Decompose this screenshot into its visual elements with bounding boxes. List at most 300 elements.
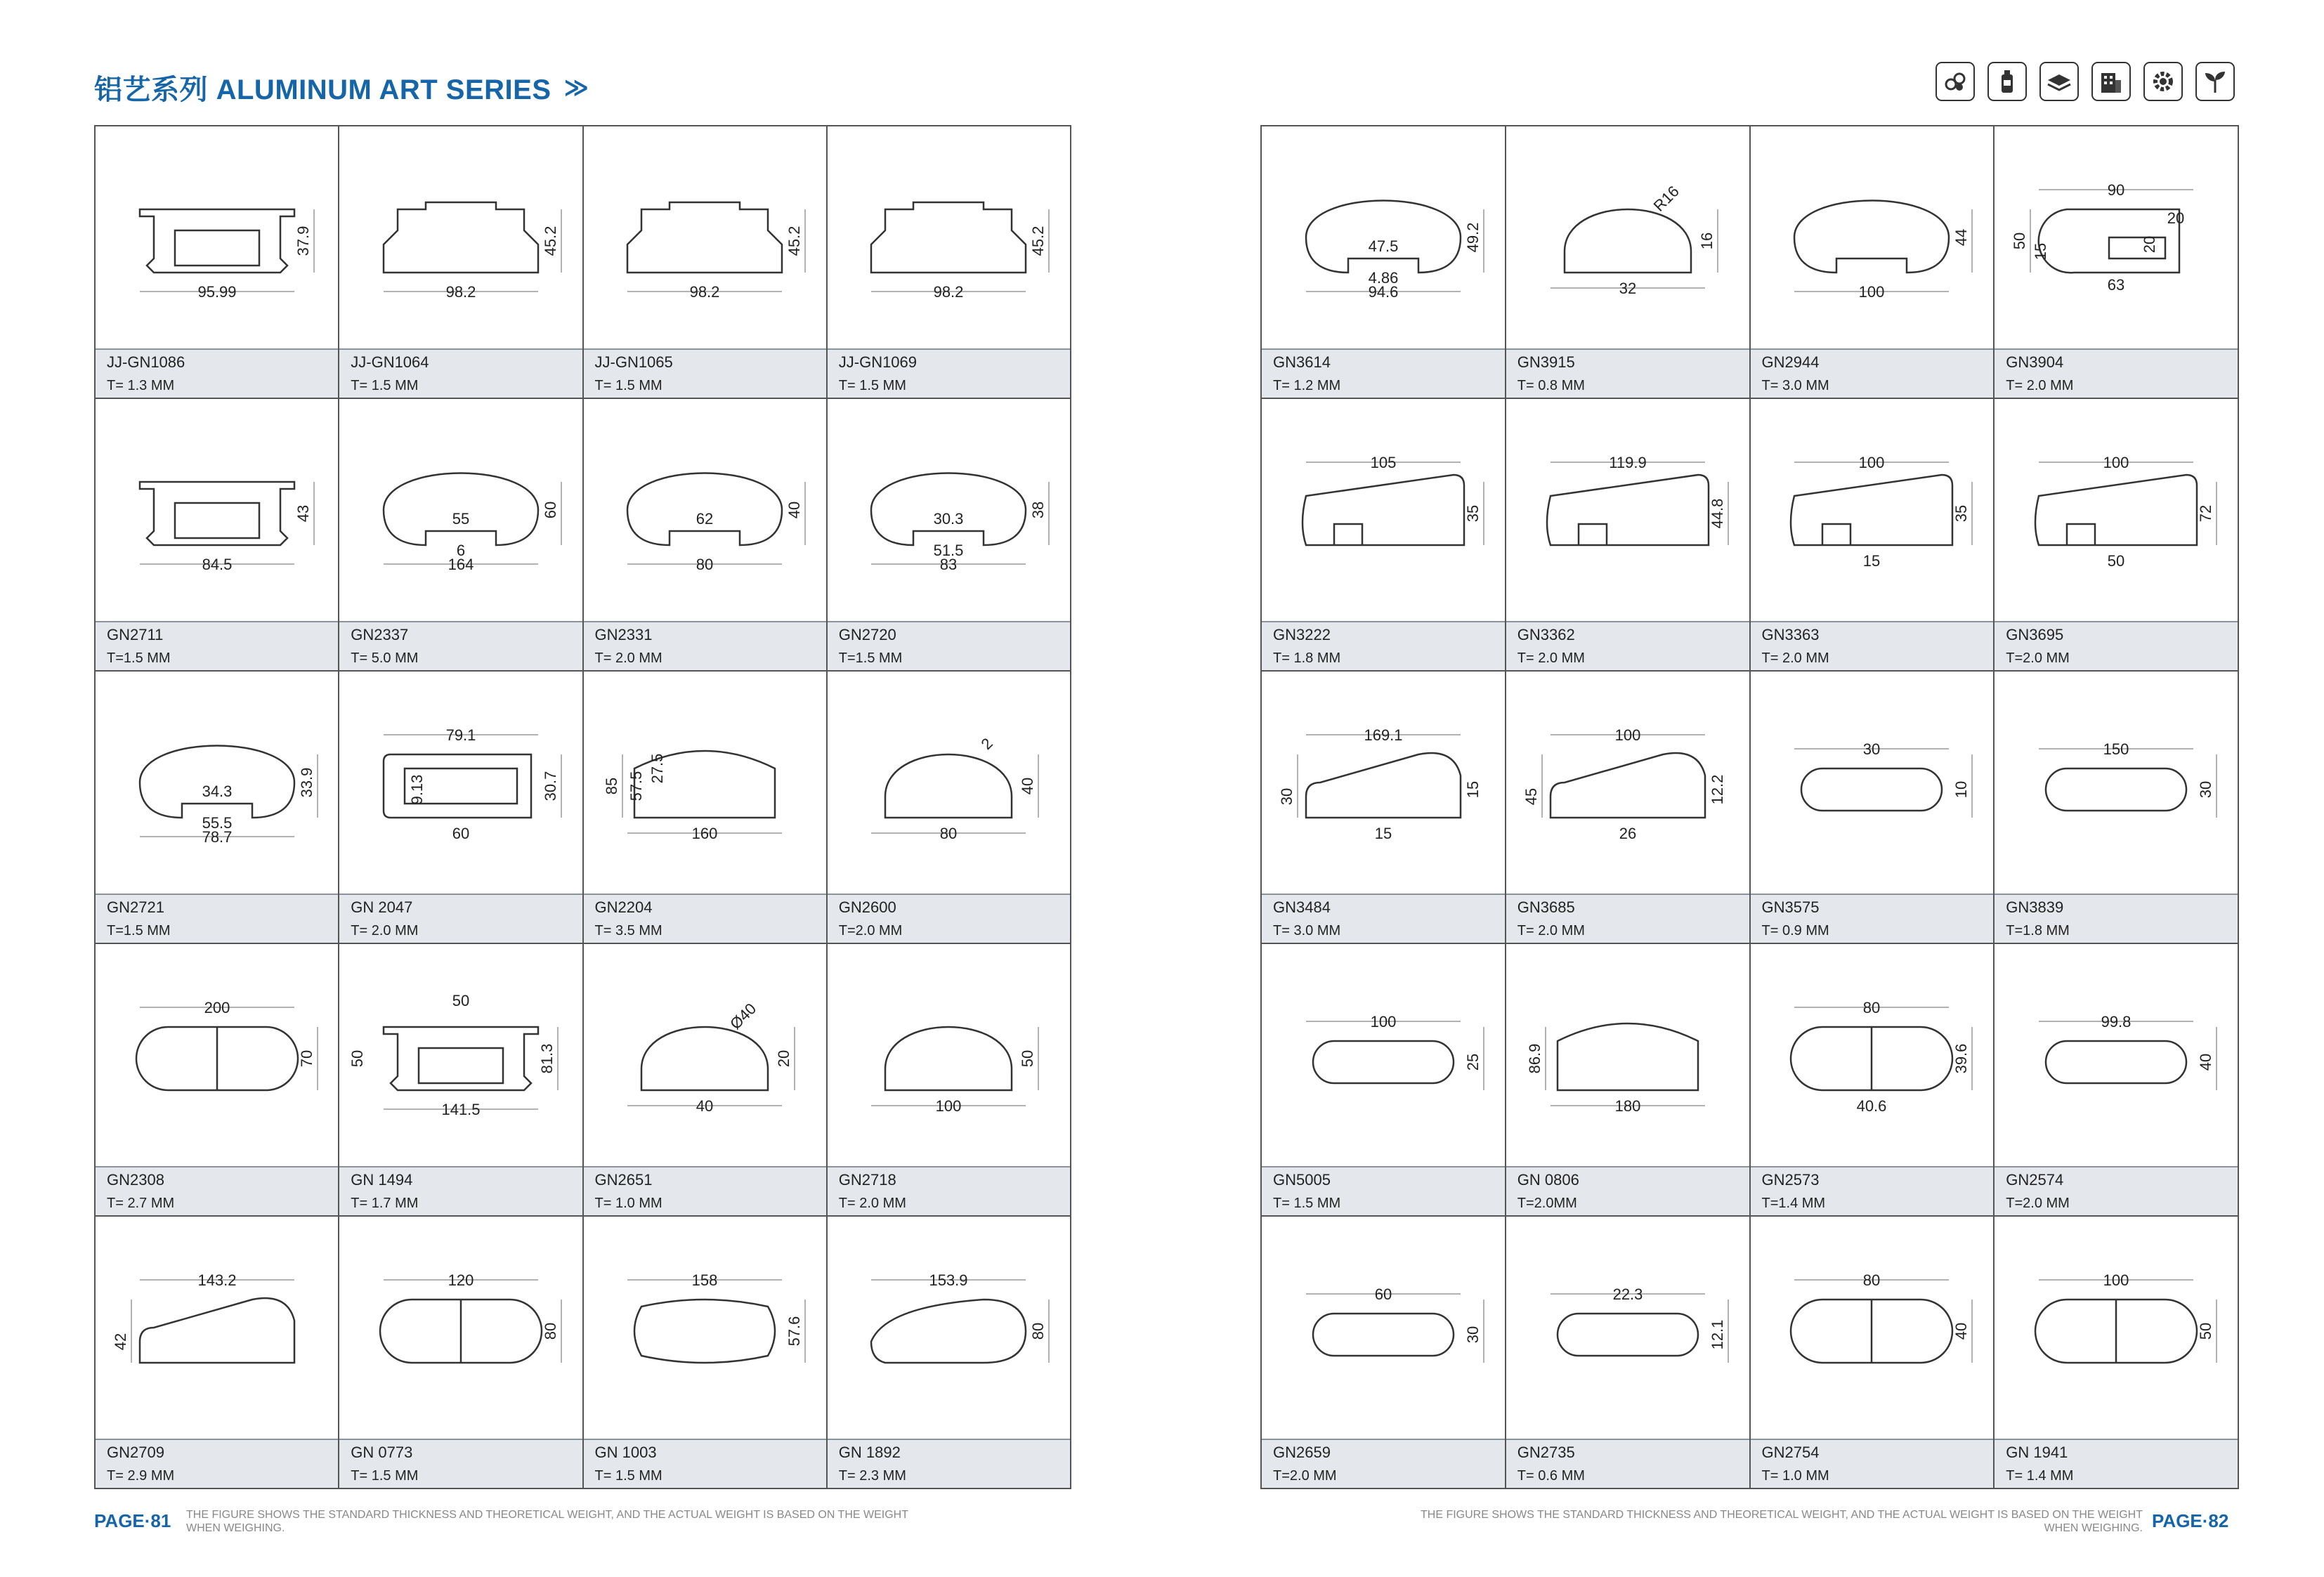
product-thickness: T= 1.4 MM	[2006, 1468, 2074, 1484]
product-caption	[1506, 621, 1749, 670]
profile-diagram	[112, 146, 322, 329]
product-thickness: T=2.0 MM	[838, 923, 903, 938]
profile-diagram	[1278, 419, 1489, 601]
product-thickness: T= 2.0 MM	[1761, 650, 1829, 666]
dimension-label: 160	[691, 825, 718, 842]
product-caption	[1262, 348, 1505, 398]
profile-diagram	[1522, 1236, 1733, 1419]
dimension-label: 98.2	[445, 283, 476, 301]
product-thickness: T= 2.0 MM	[1517, 650, 1585, 666]
profile-drawing	[1262, 399, 1505, 621]
profile-diagram	[599, 1236, 810, 1419]
dimension-label: 100	[1859, 283, 1885, 301]
product-cell	[828, 1217, 1071, 1489]
profile-drawing	[339, 672, 582, 894]
dimension-label: 153.9	[929, 1271, 968, 1289]
product-cell	[828, 399, 1071, 672]
dimension-label: 44.8	[1708, 498, 1726, 529]
product-cell	[1262, 944, 1506, 1217]
dimension-label: 79.1	[445, 726, 476, 744]
product-cell	[1751, 126, 1995, 399]
product-cell	[339, 944, 583, 1217]
product-cell	[1506, 672, 1751, 944]
weight-note: THE FIGURE SHOWS THE STANDARD THICKNESS AND THEORETICAL WEIGHT, AND THE ACTUAL WEIGHT IS BASED ON THE WEIGHT WHEN WEIGHING.	[186, 1509, 908, 1534]
dimension-label: 4.86	[1368, 269, 1399, 287]
dimension-label: 30	[1463, 1326, 1482, 1344]
product-thickness: T= 2.7 MM	[107, 1196, 175, 1211]
dimension-label: 80	[940, 825, 958, 842]
dimension-label: 83	[940, 556, 958, 573]
product-cell	[1751, 672, 1995, 944]
product-code: GN3363	[1761, 626, 1820, 643]
product-code: GN2735	[1517, 1444, 1575, 1461]
profile-diagram	[2011, 146, 2221, 329]
product-thickness: T=1.5 MM	[107, 650, 171, 666]
product-thickness: T= 2.0 MM	[1517, 923, 1585, 938]
profile-outline	[1303, 475, 1464, 545]
dimension-label: 100	[2103, 1271, 2129, 1289]
product-code: GN5005	[1273, 1171, 1331, 1189]
product-code: GN2659	[1273, 1444, 1331, 1461]
profile-outline	[384, 473, 538, 546]
product-code: GN2651	[594, 1171, 653, 1189]
product-thickness: T= 3.5 MM	[594, 923, 662, 938]
dimension-label: 60	[452, 825, 470, 842]
dimension-label: 12.1	[1708, 1319, 1726, 1350]
dimension-label: 20	[2167, 209, 2185, 227]
product-code: GN2721	[107, 898, 164, 916]
dimension-label: Ø40	[726, 1000, 760, 1033]
profile-outline	[384, 754, 531, 818]
profile-diagram	[355, 691, 566, 874]
product-thickness: T=1.8 MM	[2006, 923, 2070, 938]
profile-outline	[1794, 201, 1949, 273]
product-caption	[1262, 1439, 1505, 1488]
profile-outline	[1551, 753, 1705, 818]
product-thickness: T= 2.0 MM	[594, 650, 662, 666]
product-cell	[1995, 1217, 2239, 1489]
profile-diagram	[1278, 964, 1489, 1146]
dimension-label: 22.3	[1612, 1285, 1643, 1303]
product-cell	[584, 944, 828, 1217]
product-cell	[96, 1217, 339, 1489]
product-code: GN2711	[107, 626, 164, 643]
profile-outline	[1791, 475, 1952, 545]
layers-icon	[2039, 62, 2079, 101]
product-caption	[96, 1166, 338, 1215]
dimension-label: 78.7	[202, 828, 233, 846]
dimension-label: 84.5	[202, 556, 233, 573]
profile-drawing	[828, 399, 1070, 621]
profile-diagram	[112, 1236, 322, 1419]
profile-drawing	[339, 399, 582, 621]
weight-note: THE FIGURE SHOWS THE STANDARD THICKNESS AND THEORETICAL WEIGHT, AND THE ACTUAL WEIGHT IS BASED ON THE WEIGHT WHEN WEIGHING.	[1421, 1509, 2143, 1534]
product-caption	[828, 894, 1070, 943]
product-caption	[1506, 348, 1749, 398]
dimension-label: 141.5	[441, 1101, 481, 1118]
dimension-label: 42	[111, 1333, 129, 1351]
product-code: GN 1003	[594, 1444, 657, 1461]
dimension-label: 85	[603, 777, 621, 795]
product-code: GN2600	[838, 898, 896, 916]
profile-outline	[384, 202, 538, 273]
dimension-label: 15	[1374, 825, 1392, 842]
product-grid-page-82	[1260, 125, 2239, 1489]
product-caption	[584, 1166, 826, 1215]
profile-diagram	[112, 419, 322, 601]
product-caption	[1995, 1166, 2238, 1215]
dimension-label: 30	[2197, 780, 2215, 799]
product-thickness: T= 0.8 MM	[1517, 378, 1585, 393]
product-thickness: T= 2.0 MM	[2006, 378, 2074, 393]
profile-diagram	[1522, 419, 1733, 601]
dimension-label: 45	[1522, 787, 1540, 806]
profile-drawing	[96, 126, 338, 348]
product-cell	[584, 126, 828, 399]
dimension-label: 80	[1029, 1322, 1047, 1340]
profile-diagram	[355, 419, 566, 601]
dimension-label: 15	[2032, 242, 2050, 261]
product-code: GN2308	[107, 1171, 164, 1189]
profile-outline	[1313, 1041, 1454, 1083]
product-cell	[1995, 944, 2239, 1217]
product-code: GN2574	[2006, 1171, 2064, 1189]
dimension-label: 34.3	[202, 783, 233, 800]
product-code: GN3222	[1273, 626, 1331, 643]
product-cell	[96, 126, 339, 399]
product-code: GN3685	[1517, 898, 1575, 916]
profile-diagram	[1278, 1236, 1489, 1419]
profile-drawing	[584, 672, 826, 894]
profile-outline	[1558, 1023, 1698, 1090]
product-code: GN2754	[1761, 1444, 1820, 1461]
product-caption	[1995, 894, 2238, 943]
profile-diagram	[1766, 691, 1977, 874]
profile-drawing	[1995, 126, 2238, 348]
dimension-label: 15	[1863, 552, 1881, 570]
gear-icon	[2143, 62, 2183, 101]
profile-diagram	[599, 964, 810, 1146]
dimension-label: 12.2	[1708, 774, 1726, 805]
product-caption	[828, 1439, 1070, 1488]
product-caption	[96, 894, 338, 943]
page-number: PAGE·82	[2152, 1510, 2229, 1531]
product-code: GN2331	[594, 626, 653, 643]
profile-outline	[1306, 201, 1461, 273]
product-thickness: T= 3.0 MM	[1273, 923, 1341, 938]
dimension-label: 99.8	[2101, 1013, 2132, 1030]
product-thickness: T=1.5 MM	[838, 650, 903, 666]
dimension-label: 55.5	[202, 814, 233, 832]
profile-diagram	[1522, 691, 1733, 874]
product-thickness: T= 1.5 MM	[351, 1468, 419, 1484]
product-cell	[1262, 399, 1506, 672]
profile-outline	[136, 1027, 298, 1090]
profile-drawing	[828, 672, 1070, 894]
dimension-label: 20	[2141, 235, 2159, 254]
product-grid-page-81	[94, 125, 1071, 1489]
profile-drawing	[339, 1217, 582, 1439]
profile-outline	[1565, 209, 1691, 273]
page-number: PAGE·81	[94, 1510, 171, 1531]
product-thickness: T= 3.0 MM	[1761, 378, 1829, 393]
profile-drawing	[96, 1217, 338, 1439]
profile-diagram	[599, 691, 810, 874]
profile-diagram	[112, 964, 322, 1146]
profile-diagram	[355, 1236, 566, 1419]
dimension-label: 30	[1277, 787, 1295, 806]
dimension-label: 10	[1952, 780, 1971, 799]
product-caption	[1506, 1166, 1749, 1215]
profile-drawing	[1751, 1217, 1994, 1439]
product-cell	[1506, 126, 1751, 399]
profile-outline	[871, 202, 1026, 273]
product-caption	[584, 621, 826, 670]
product-thickness: T= 0.9 MM	[1761, 923, 1829, 938]
dimension-label: 55	[452, 510, 470, 528]
dimension-label: 80	[541, 1322, 559, 1340]
product-cell	[1262, 672, 1506, 944]
product-cell	[339, 672, 583, 944]
dimension-label: 45.2	[541, 225, 559, 256]
product-cell	[339, 126, 583, 399]
product-code: GN3362	[1517, 626, 1575, 643]
dimension-label: 37.9	[294, 225, 312, 256]
profile-drawing	[339, 126, 582, 348]
dimension-label: 57.6	[785, 1316, 804, 1347]
product-caption	[339, 1166, 582, 1215]
dimension-label: 80	[1863, 1271, 1881, 1289]
profile-diagram	[843, 691, 1054, 874]
profile-drawing	[1506, 399, 1749, 621]
dimension-label: 39.6	[1952, 1043, 1971, 1074]
dimension-label: 105	[1370, 454, 1397, 471]
dimension-label: 16	[1697, 232, 1716, 250]
profile-diagram	[843, 964, 1054, 1146]
product-thickness: T= 1.0 MM	[1761, 1468, 1829, 1484]
profile-drawing	[96, 399, 338, 621]
dimension-label: 200	[204, 999, 230, 1016]
profile-diagram	[843, 146, 1054, 329]
dimension-label: 120	[448, 1271, 474, 1289]
dimension-label: 81.3	[537, 1043, 556, 1074]
product-thickness: T=2.0 MM	[2006, 650, 2070, 666]
building-icon	[2091, 62, 2131, 101]
product-thickness: T= 1.8 MM	[1273, 650, 1341, 666]
profile-diagram	[2011, 691, 2221, 874]
dimension-label: 98.2	[933, 283, 964, 301]
product-caption	[1995, 1439, 2238, 1488]
profile-outline	[2035, 475, 2197, 545]
dimension-label: 50	[2011, 232, 2029, 250]
dimension-label: 119.9	[1608, 454, 1647, 471]
dimension-label: 80	[696, 556, 714, 573]
dimension-label: 86.9	[1525, 1043, 1543, 1074]
product-caption	[96, 348, 338, 398]
profile-diagram	[348, 964, 566, 1146]
product-cell	[339, 1217, 583, 1489]
product-cell	[584, 399, 828, 672]
dimension-label: 150	[2103, 740, 2129, 758]
product-thickness: T= 1.5 MM	[594, 1468, 662, 1484]
dimension-label: 51.5	[933, 542, 964, 559]
dimension-label: 47.5	[1368, 237, 1399, 255]
product-caption	[1262, 621, 1505, 670]
dimension-label: 100	[936, 1097, 962, 1115]
product-thickness: T= 2.0 MM	[351, 923, 419, 938]
product-thickness: T=2.0MM	[1517, 1196, 1577, 1211]
dimension-label: 30.3	[933, 510, 964, 528]
dimension-label: 50	[452, 992, 470, 1009]
profile-diagram	[599, 419, 810, 601]
product-caption	[1995, 621, 2238, 670]
dimension-label: 35	[1463, 504, 1482, 523]
product-caption	[828, 1166, 1070, 1215]
profile-outline	[641, 1027, 768, 1090]
profile-outline	[380, 1300, 542, 1363]
dimension-label: 100	[1859, 454, 1885, 471]
product-code: GN3915	[1517, 353, 1575, 371]
profile-outline	[885, 754, 1012, 818]
profile-outline	[2046, 768, 2186, 811]
product-cell	[1262, 126, 1506, 399]
profile-outline	[1547, 475, 1709, 545]
dimension-label: 63	[2107, 276, 2125, 294]
product-code: GN 1494	[351, 1171, 413, 1189]
dimension-label: R16	[1650, 182, 1683, 215]
product-code: GN2337	[351, 626, 409, 643]
double-chevron-right-icon: ≫	[563, 74, 584, 101]
profile-diagram	[2011, 419, 2221, 601]
profile-drawing	[1995, 672, 2238, 894]
dimension-label: 49.2	[1463, 222, 1482, 253]
product-thickness: T= 1.0 MM	[594, 1196, 662, 1211]
profile-drawing	[1262, 126, 1505, 348]
profile-diagram	[2011, 964, 2221, 1146]
profile-drawing	[96, 672, 338, 894]
profile-outline	[871, 473, 1026, 546]
product-code: GN 0773	[351, 1444, 413, 1461]
product-caption	[1751, 1439, 1994, 1488]
profile-drawing	[1262, 672, 1505, 894]
product-thickness: T=1.5 MM	[107, 923, 171, 938]
profile-outline	[1306, 753, 1461, 818]
product-thickness: T= 1.5 MM	[838, 378, 906, 393]
dimension-label: 45.2	[1029, 225, 1047, 256]
product-code: JJ-GN1064	[351, 353, 429, 371]
profile-outline	[2035, 1300, 2197, 1363]
dimension-label: 158	[691, 1271, 718, 1289]
profile-drawing	[1262, 1217, 1505, 1439]
product-caption	[1751, 348, 1994, 398]
product-code: GN3614	[1273, 353, 1331, 371]
dimension-label: 40.6	[1856, 1097, 1887, 1115]
product-thickness: T= 1.5 MM	[1273, 1196, 1341, 1211]
product-caption	[1751, 621, 1994, 670]
product-code: JJ-GN1069	[838, 353, 918, 371]
profile-drawing	[584, 1217, 826, 1439]
dimension-label: 40	[1952, 1322, 1971, 1340]
product-thickness: T= 1.5 MM	[594, 378, 662, 393]
profile-diagram	[1766, 1236, 1977, 1419]
product-caption	[1506, 1439, 1749, 1488]
profile-diagram	[2011, 1236, 2221, 1419]
dimension-label: 50	[348, 1049, 366, 1068]
product-caption	[828, 348, 1070, 398]
product-thickness: T= 5.0 MM	[351, 650, 419, 666]
product-cell	[1751, 399, 1995, 672]
dimension-label: 72	[2197, 504, 2215, 523]
product-cell	[1506, 944, 1751, 1217]
product-code: GN2204	[594, 898, 653, 916]
product-thickness: T= 0.6 MM	[1517, 1468, 1585, 1484]
profile-drawing	[1506, 126, 1749, 348]
profile-outline	[1791, 1027, 1952, 1090]
profile-drawing	[828, 944, 1070, 1166]
dimension-label: 26	[1619, 825, 1636, 842]
product-caption	[584, 348, 826, 398]
product-thickness: T=2.0 MM	[2006, 1196, 2070, 1211]
dimension-label: 30	[1863, 740, 1881, 758]
dimension-label: 50	[2197, 1322, 2215, 1340]
dimension-label: 32	[1619, 280, 1636, 297]
product-code: JJ-GN1065	[594, 353, 673, 371]
dimension-label: 40	[696, 1097, 714, 1115]
dimension-label: 60	[541, 501, 559, 519]
dimension-label: 100	[1614, 726, 1640, 744]
profile-outline	[140, 746, 294, 818]
product-caption	[339, 348, 582, 398]
product-code: GN3695	[2006, 626, 2064, 643]
profile-diagram	[1766, 419, 1977, 601]
profile-outline	[1801, 768, 1942, 811]
profile-diagram	[1522, 146, 1733, 329]
profile-drawing	[584, 126, 826, 348]
product-caption	[1751, 1166, 1994, 1215]
product-caption	[584, 894, 826, 943]
dimension-label: 80	[1863, 999, 1881, 1016]
dimension-label: 20	[775, 1049, 793, 1068]
dimension-label: 164	[448, 556, 474, 573]
product-code: GN 2047	[351, 898, 413, 916]
product-cell	[828, 126, 1071, 399]
profile-outline	[634, 1300, 775, 1363]
dimension-label: 15	[1463, 780, 1482, 799]
profile-outline	[627, 473, 782, 546]
product-code: GN 1941	[2006, 1444, 2068, 1461]
profile-drawing	[584, 399, 826, 621]
dimension-label: 95.99	[197, 283, 237, 301]
product-caption	[1262, 1166, 1505, 1215]
product-thickness: T= 2.9 MM	[107, 1468, 175, 1484]
dimension-label: 2	[977, 734, 997, 753]
dimension-label: 180	[1614, 1097, 1640, 1115]
series-title	[94, 67, 583, 107]
series-title-text: 铝艺系列 ALUMINUM ART SERIES	[94, 74, 551, 105]
dimension-label: 27.5	[648, 753, 667, 784]
category-icon-bar	[1935, 62, 2235, 101]
product-cell	[96, 399, 339, 672]
profile-diagram	[843, 419, 1054, 601]
dimension-label: 40	[785, 501, 804, 519]
profile-drawing	[1995, 399, 2238, 621]
profile-diagram	[599, 146, 810, 329]
dimension-label: 40	[1019, 777, 1037, 795]
dimension-label: 25	[1463, 1053, 1482, 1071]
product-caption	[1262, 894, 1505, 943]
product-cell	[1995, 126, 2239, 399]
profile-diagram	[1522, 964, 1733, 1146]
